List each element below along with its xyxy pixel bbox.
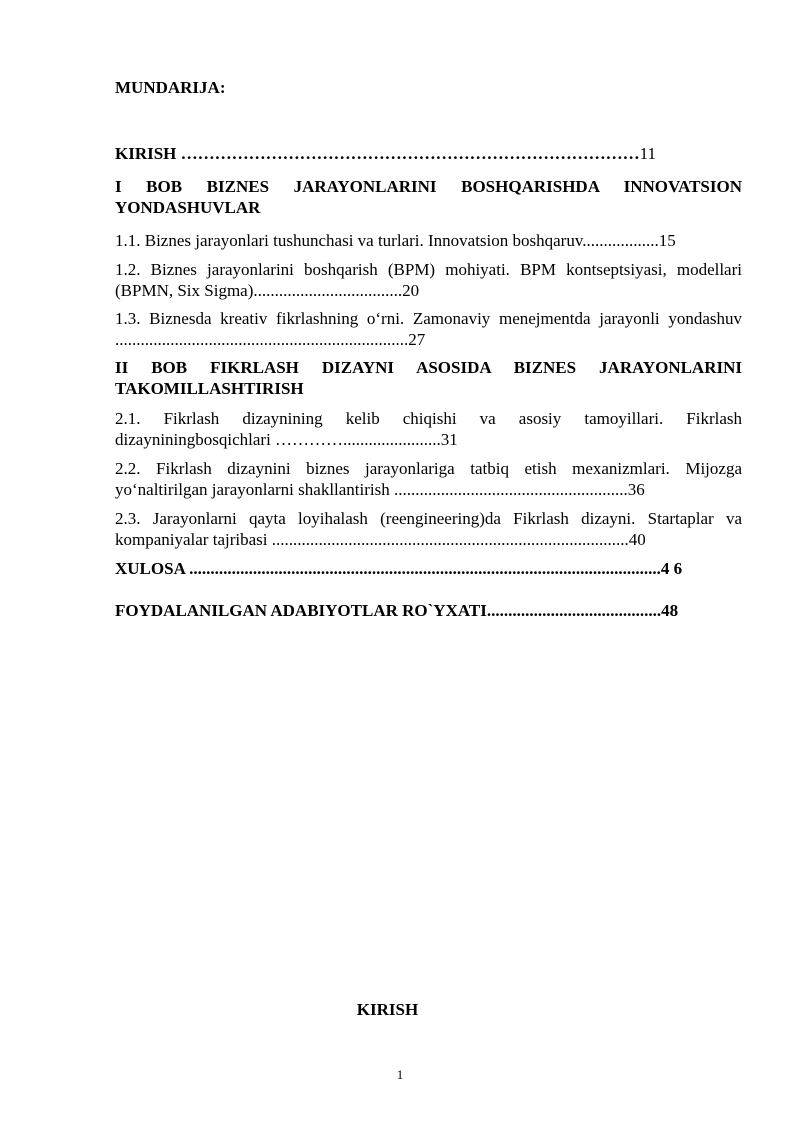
toc-entry-1-2[interactable]: 1.2. Biznes jarayonlarini boshqarish (BPM) mohiyati. BPM kontseptsiyasi, modellari (BPMN, Six Sigma)...................................20 (115, 260, 742, 300)
toc-title: MUNDARIJA: (115, 78, 226, 97)
section-heading (0, 1000, 800, 1020)
toc-entry-kirish[interactable] (115, 143, 742, 164)
toc-entry-2-3[interactable]: 2.3. Jarayonlarni qayta loyihalash (reengineering)da Fikrlash dizayni. Startaplar va kompaniyalar tajribasi ....................................................................................40 (115, 509, 742, 549)
toc-entry-2-1[interactable]: 2.1. Fikrlash dizaynining kelib chiqishi va asosiy tamoyillari. Fikrlash dizayniningbosqichlari ………….......................31 (115, 409, 742, 449)
toc-entry-text: KIRISH ……………………………………………………………………… (115, 144, 640, 163)
toc-entry-adabiyotlar[interactable]: FOYDALANILGAN ADABIYOTLAR RO`YXATI.........................................48 (115, 601, 679, 620)
toc-entry-1-3[interactable]: 1.3. Biznesda kreativ fikrlashning o‘rni. Zamonaviy menejmentda jarayonli yondashuv .....................................................................27 (115, 309, 742, 349)
toc-entry-page: 11 (639, 144, 657, 163)
toc-entry-2-2[interactable]: 2.2. Fikrlash dizaynini biznes jarayonlariga tatbiq etish mexanizmlari. Mijozga yo‘naltirilgan jarayonlarni shakllantirish .......................................................36 (115, 459, 742, 499)
toc-chapter-1[interactable]: I BOB BIZNES JARAYONLARINI BOSHQARISHDA INNOVATSION YONDASHUVLAR (115, 177, 742, 217)
toc-chapter-2[interactable]: II BOB FIKRLASH DIZAYNI ASOSIDA BIZNES JARAYONLARINI TAKOMILLASHTIRISH (115, 358, 742, 398)
toc-entry-1-1[interactable]: 1.1. Biznes jarayonlari tushunchasi va turlari. Innovatsion boshqaruv..................15 (115, 231, 676, 250)
toc-entry-xulosa[interactable]: XULOSA ...............................................................................................................4 6 (115, 559, 683, 578)
section-heading-text: KIRISH (356, 1000, 419, 1019)
page-number: 1 (396, 1067, 404, 1082)
